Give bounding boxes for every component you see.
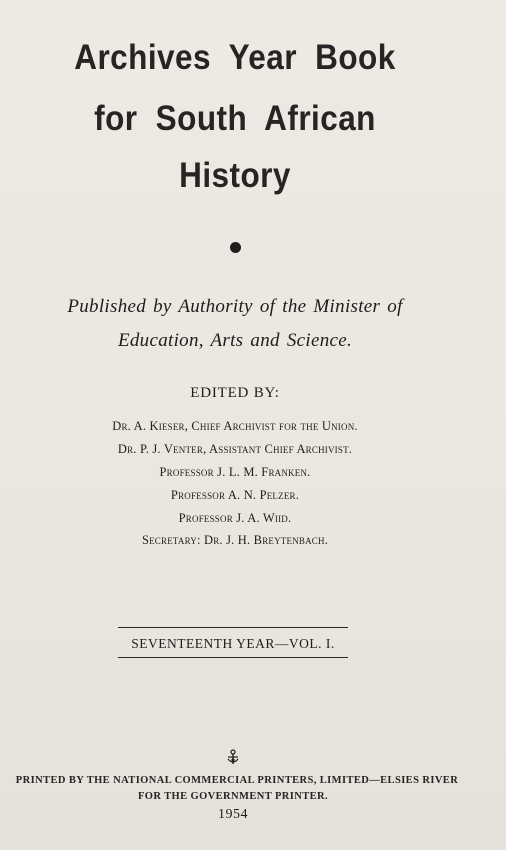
printer-line-2: FOR THE GOVERNMENT PRINTER. — [137, 791, 329, 802]
volume-label: SEVENTEENTH YEAR—VOL. I. — [131, 636, 335, 651]
publication-line-2: Education, Arts and Science. — [117, 330, 353, 351]
publication-line-1: Published by Authority of the Minister of — [67, 296, 403, 317]
title-line-2: for South African — [94, 99, 376, 138]
editor-line: Dr. A. Kieser, Chief Archivist for the Union. — [112, 419, 358, 433]
secretary-line: Secretary: Dr. J. H. Breytenbach. — [141, 533, 329, 547]
divider-top — [118, 627, 348, 628]
printer-emblem-icon — [226, 749, 240, 765]
title-line-1: Archives Year Book — [74, 38, 396, 77]
edited-by-label: EDITED BY: — [190, 385, 280, 401]
printer-line-1: PRINTED BY THE NATIONAL COMMERCIAL PRINTERS, LIMITED—ELSIES RIVER — [15, 775, 459, 786]
divider-bottom — [118, 657, 348, 658]
publication-year: 1954 — [218, 807, 248, 822]
editor-line: Dr. P. J. Venter, Assistant Chief Archivist. — [117, 442, 353, 456]
title-line-3: History — [179, 156, 291, 195]
bullet-dot-icon — [230, 242, 241, 253]
editor-line: Professor J. A. Wiid. — [178, 511, 292, 525]
editor-line: Professor A. N. Pelzer. — [170, 488, 300, 502]
editor-line: Professor J. L. M. Franken. — [159, 465, 311, 479]
